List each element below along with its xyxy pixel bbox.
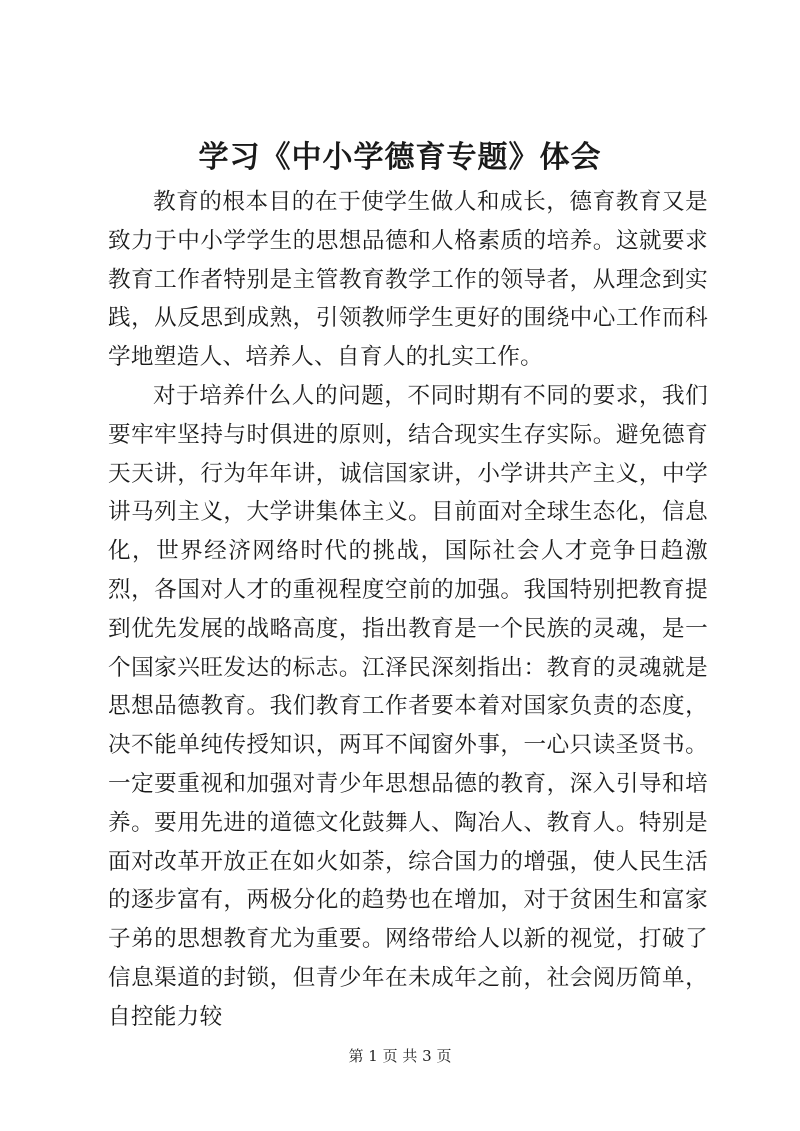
document-title: 学习《中小学德育专题》体会 [198, 140, 602, 175]
paragraph-1: 教育的根本目的在于使学生做人和成长，德育教育又是致力于中小学学生的思想品德和人格素质的培养。这就要求教育工作者特别是主管教育教学工作的领导者，从理念到实践，从反思到成熟，引领教师学生更好的围绕中心工作而科学地塑造人、培养人、自育人的扎实工作。 [108, 189, 708, 371]
page-footer: 第 1 页 共 3 页 [348, 1047, 452, 1065]
paragraph-2: 对于培养什么人的问题，不同时期有不同的要求，我们要牢牢坚持与时俱进的原则，结合现实生存实际。避免德育天天讲，行为年年讲，诚信国家讲，小学讲共产主义，中学讲马列主义，大学讲集体主义。目前面对全球生态化，信息化，世界经济网络时代的挑战，国际社会人才竞争日趋激烈，各国对人才的重视程度空前的加强。我国特别把教育提到优先发展的战略高度，指出教育是一个民族的灵魂，是一个国家兴旺发达的标志。江泽民深刻指出：教育的灵魂就是思想品德教育。我们教育工作者要本着对国家负责的态度，决不能单纯传授知识，两耳不闻窗外事，一心只读圣贤书。一定要重视和加强对青少年思想品德的教育，深入引导和培养。要用先进的道德文化鼓舞人、陶冶人、教育人。特别是面对改革开放正在如火如荼，综合国力的增强，使人民生活的逐步富有，两极分化的趋势也在增加，对于贫困生和富家子弟的思想教育尤为重要。网络带给人以新的视觉，打破了信息渠道的封锁，但青少年在未成年之前，社会阅历简单，自控能力较 [108, 382, 708, 1030]
document-body [108, 183, 708, 1037]
